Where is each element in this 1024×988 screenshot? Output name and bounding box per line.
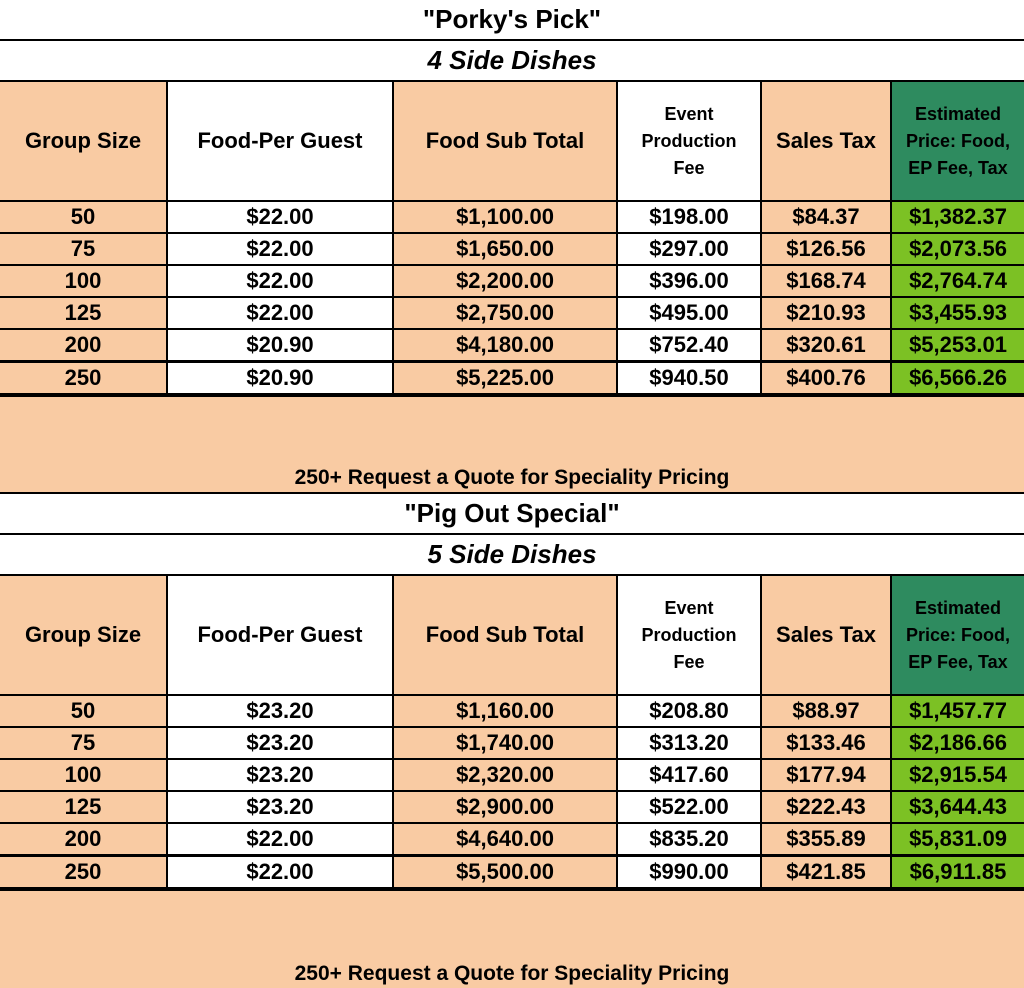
column-header: Estimated Price: Food, EP Fee, Tax <box>892 82 1024 200</box>
table-cell: $2,915.54 <box>892 760 1024 790</box>
table-cell: $5,225.00 <box>394 363 616 393</box>
table-cell: $5,831.09 <box>892 824 1024 854</box>
column-header: Food-Per Guest <box>168 82 392 200</box>
table-cell: $2,200.00 <box>394 266 616 296</box>
table-cell: $22.00 <box>168 298 392 328</box>
table-cell: $320.61 <box>762 330 890 360</box>
table-cell: $1,740.00 <box>394 728 616 758</box>
column-header: Event Production Fee <box>618 82 760 200</box>
table-cell: 75 <box>0 728 166 758</box>
column-header: Estimated Price: Food, EP Fee, Tax <box>892 576 1024 694</box>
table-subtitle: 4 Side Dishes <box>0 41 1024 80</box>
table-cell: $198.00 <box>618 202 760 232</box>
table-cell: $208.80 <box>618 696 760 726</box>
table-cell: $126.56 <box>762 234 890 264</box>
table-cell: $1,100.00 <box>394 202 616 232</box>
table-cell: 125 <box>0 792 166 822</box>
table-cell: 100 <box>0 266 166 296</box>
column-header: Sales Tax <box>762 576 890 694</box>
table-cell: 200 <box>0 824 166 854</box>
table-cell: $396.00 <box>618 266 760 296</box>
table-cell: $23.20 <box>168 792 392 822</box>
column-header: Event Production Fee <box>618 576 760 694</box>
table-cell: $1,457.77 <box>892 696 1024 726</box>
table-cell: $421.85 <box>762 857 890 887</box>
table-cell: $5,500.00 <box>394 857 616 887</box>
table-title: "Porky's Pick" <box>0 0 1024 39</box>
table-cell: $1,650.00 <box>394 234 616 264</box>
table-cell: $23.20 <box>168 728 392 758</box>
table-cell: $990.00 <box>618 857 760 887</box>
table-title: "Pig Out Special" <box>0 494 1024 533</box>
table-cell: $313.20 <box>618 728 760 758</box>
table-cell: 250 <box>0 857 166 887</box>
column-header: Food-Per Guest <box>168 576 392 694</box>
table-cell: $6,911.85 <box>892 857 1024 887</box>
table-cell: $168.74 <box>762 266 890 296</box>
column-header: Food Sub Total <box>394 576 616 694</box>
table-cell: $177.94 <box>762 760 890 790</box>
table-cell: $22.00 <box>168 202 392 232</box>
table-cell: $20.90 <box>168 330 392 360</box>
table-cell: $417.60 <box>618 760 760 790</box>
column-header: Food Sub Total <box>394 82 616 200</box>
table-cell: $2,750.00 <box>394 298 616 328</box>
table-cell: $4,180.00 <box>394 330 616 360</box>
table-cell: $3,455.93 <box>892 298 1024 328</box>
table-cell: 200 <box>0 330 166 360</box>
column-header: Sales Tax <box>762 82 890 200</box>
table-cell: 50 <box>0 202 166 232</box>
table-cell: $6,566.26 <box>892 363 1024 393</box>
table-cell: $23.20 <box>168 760 392 790</box>
table-subtitle: 5 Side Dishes <box>0 535 1024 574</box>
table-cell: 100 <box>0 760 166 790</box>
table-cell: $1,160.00 <box>394 696 616 726</box>
table-cell: $5,253.01 <box>892 330 1024 360</box>
table-cell: $20.90 <box>168 363 392 393</box>
table-cell: $297.00 <box>618 234 760 264</box>
quote-note: 250+ Request a Quote for Speciality Pricing <box>0 891 1024 988</box>
table-cell: $2,073.56 <box>892 234 1024 264</box>
table-cell: $940.50 <box>618 363 760 393</box>
table-cell: $22.00 <box>168 234 392 264</box>
table-cell: 250 <box>0 363 166 393</box>
column-header: Group Size <box>0 82 166 200</box>
table-cell: $22.00 <box>168 824 392 854</box>
table-cell: $522.00 <box>618 792 760 822</box>
table-cell: $2,900.00 <box>394 792 616 822</box>
table-cell: $23.20 <box>168 696 392 726</box>
table-cell: $22.00 <box>168 857 392 887</box>
table-cell: $752.40 <box>618 330 760 360</box>
table-cell: $2,186.66 <box>892 728 1024 758</box>
table-cell: $2,764.74 <box>892 266 1024 296</box>
table-cell: $210.93 <box>762 298 890 328</box>
table-cell: $222.43 <box>762 792 890 822</box>
table-cell: 125 <box>0 298 166 328</box>
table-cell: $4,640.00 <box>394 824 616 854</box>
table-cell: 50 <box>0 696 166 726</box>
table-cell: $22.00 <box>168 266 392 296</box>
quote-note: 250+ Request a Quote for Speciality Pricing <box>0 397 1024 492</box>
table-cell: $355.89 <box>762 824 890 854</box>
column-header: Group Size <box>0 576 166 694</box>
table-cell: $495.00 <box>618 298 760 328</box>
table-cell: $133.46 <box>762 728 890 758</box>
table-cell: $3,644.43 <box>892 792 1024 822</box>
table-cell: $835.20 <box>618 824 760 854</box>
table-cell: 75 <box>0 234 166 264</box>
table-cell: $84.37 <box>762 202 890 232</box>
table-cell: $1,382.37 <box>892 202 1024 232</box>
table-cell: $400.76 <box>762 363 890 393</box>
table-cell: $2,320.00 <box>394 760 616 790</box>
table-cell: $88.97 <box>762 696 890 726</box>
